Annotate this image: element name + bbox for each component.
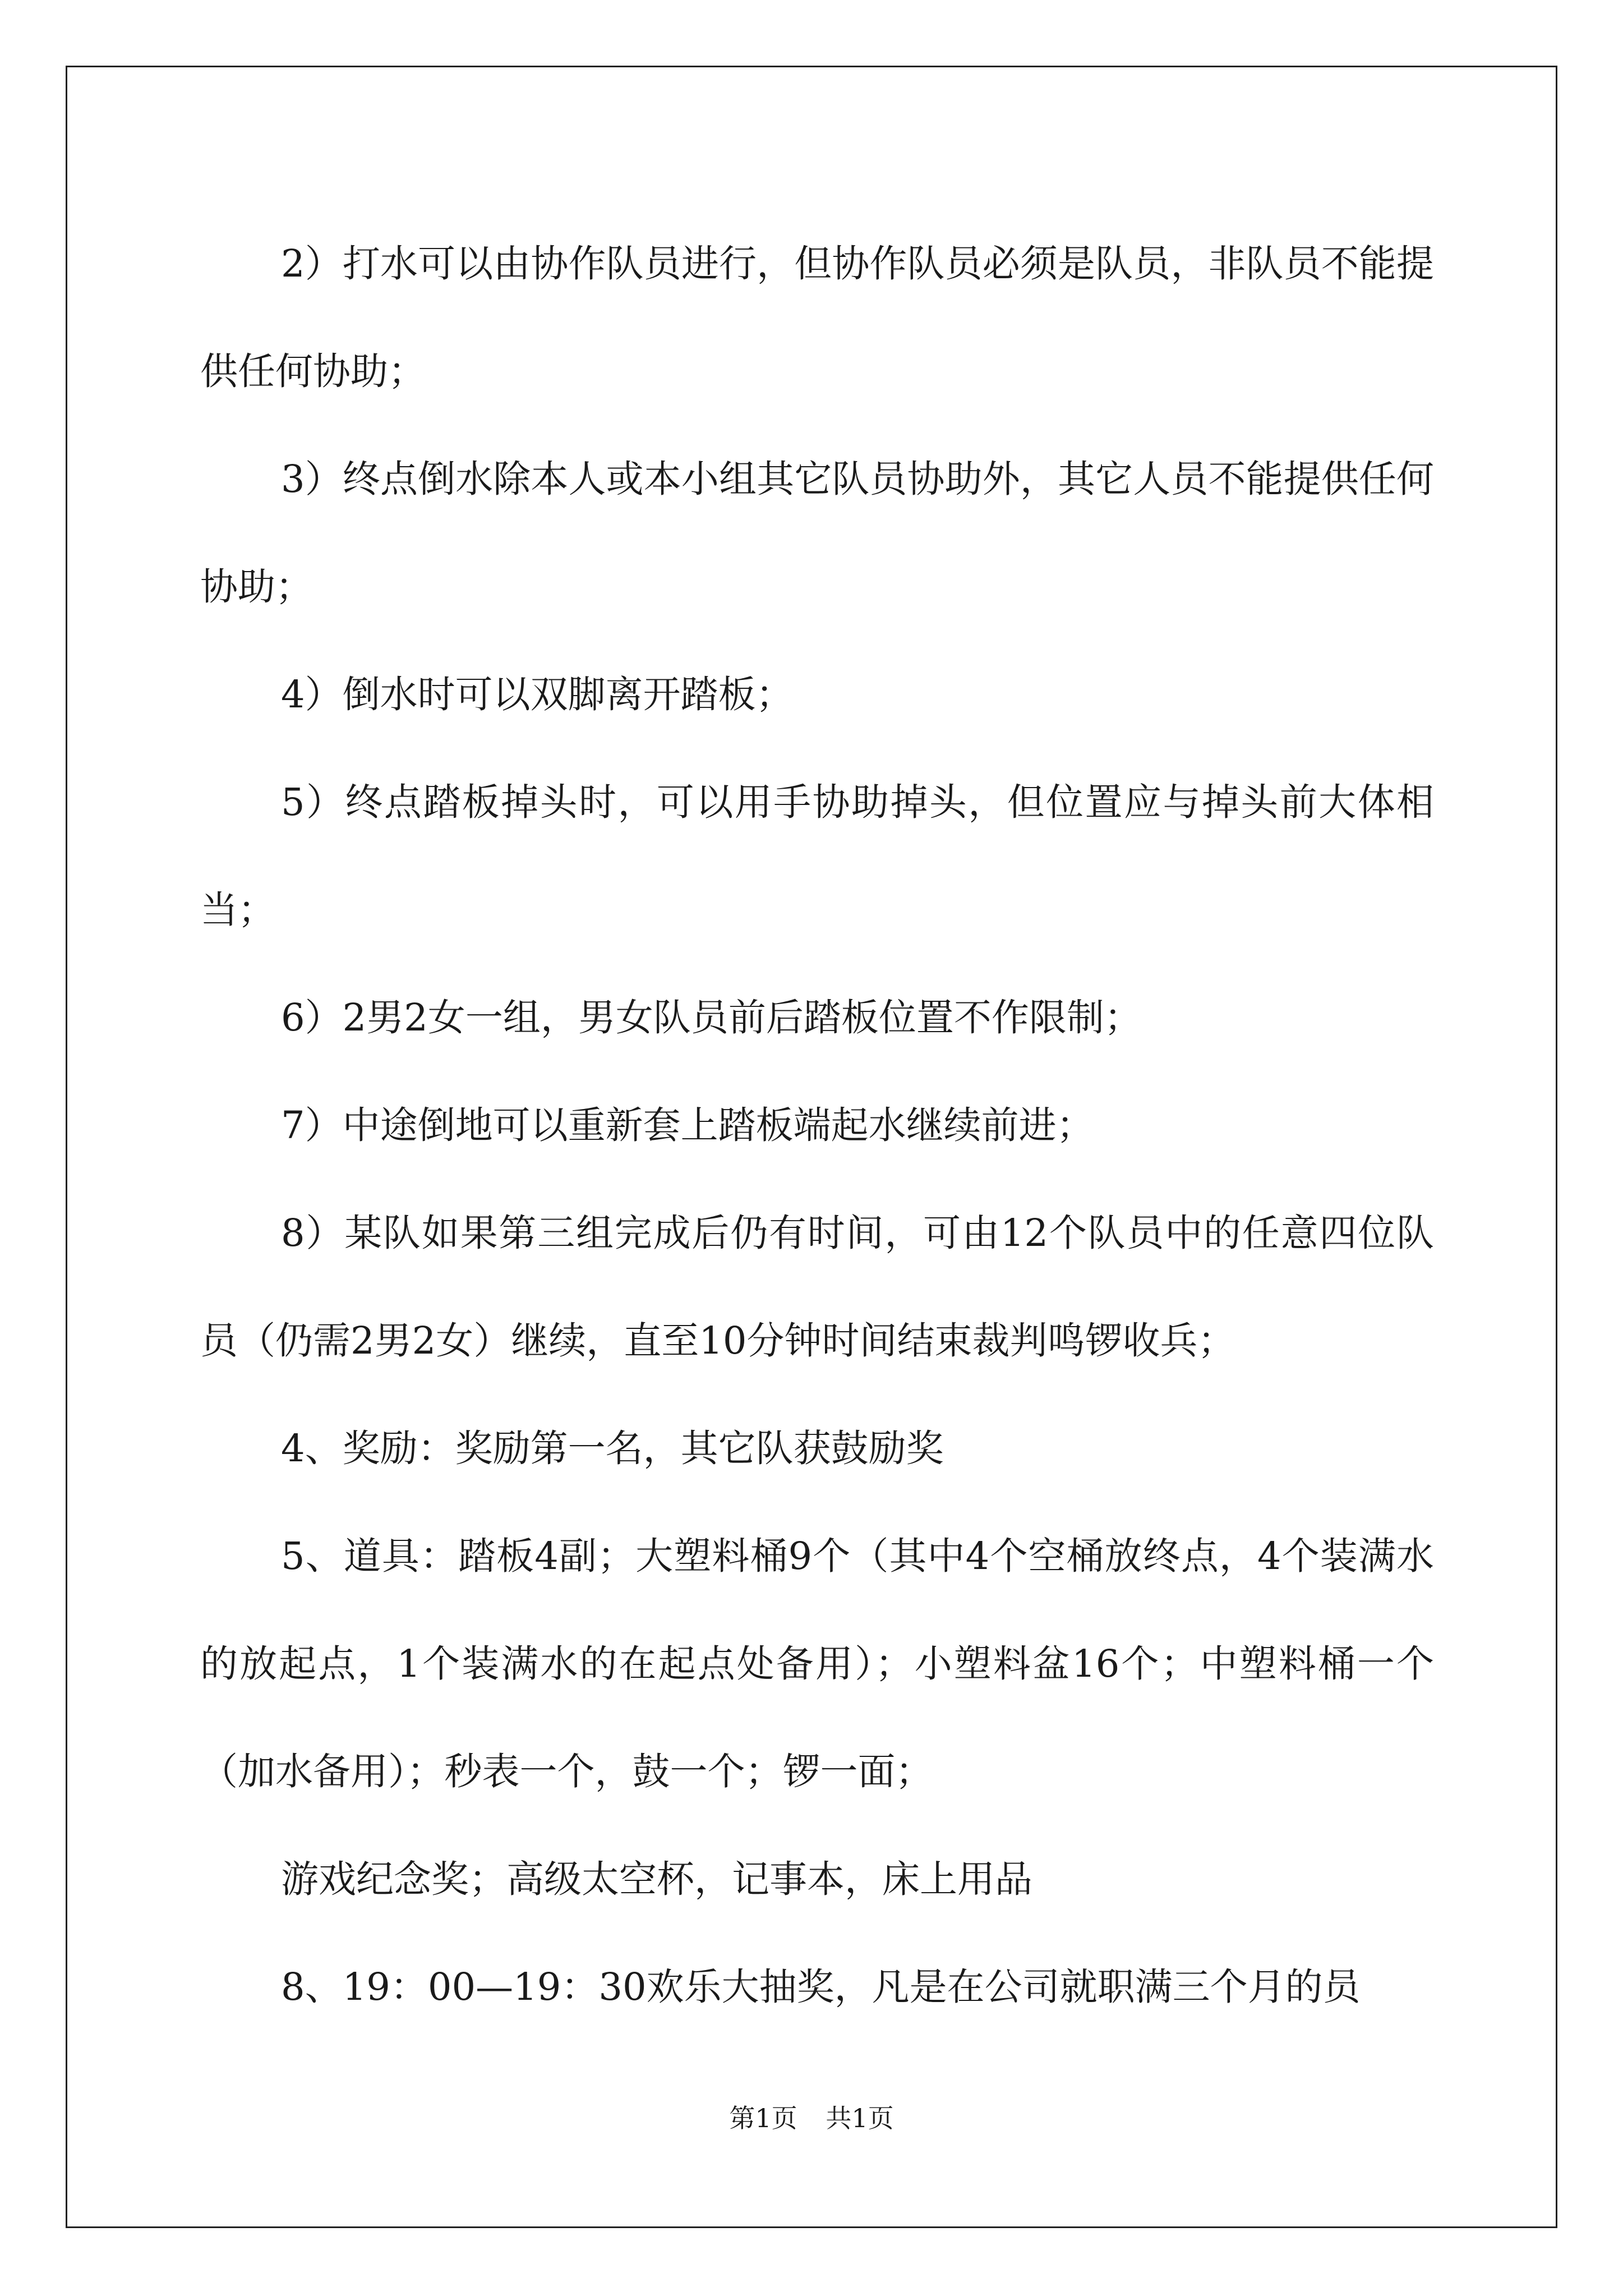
page-number-total: 共1页: [826, 2103, 894, 2133]
paragraph: 3）终点倒水除本人或本小组其它队员协助外，其它人员不能提供任何协助；: [200, 457, 1434, 609]
paragraph: 5）终点踏板掉头时，可以用手协助掉头，但位置应与掉头前大体相当；: [200, 780, 1434, 932]
document-body: [200, 210, 1434, 2041]
paragraph: 6）2男2女一组，男女队员前后踏板位置不作限制；: [281, 996, 1142, 1039]
paragraph: 5、道具：踏板4副；大塑料桶9个（其中4个空桶放终点，4个装满水的放起点，1个装满水的在起点处备用）；小塑料盆16个；中塑料桶一个（加水备用）；秒表一个，鼓一个；锣一面；: [200, 1534, 1434, 1793]
paragraph: 4）倒水时可以双脚离开踏板；: [281, 673, 794, 716]
paragraph: 4、奖励：奖励第一名，其它队获鼓励奖: [281, 1427, 944, 1470]
paragraph: 7）中途倒地可以重新套上踏板端起水继续前进；: [281, 1103, 1094, 1147]
page-number-current: 第1页: [729, 2103, 797, 2133]
page-footer: [0, 2101, 1623, 2135]
paragraph: 8、19：00—19：30欢乐大抽奖，凡是在公司就职满三个月的员: [281, 1965, 1361, 2009]
paragraph: 2）打水可以由协作队员进行，但协作队员必须是队员，非队员不能提供任何协助；: [200, 242, 1434, 393]
paragraph: 8）某队如果第三组完成后仍有时间，可由12个队员中的任意四位队员（仍需2男2女）继续，直至10分钟时间结束裁判鸣锣收兵；: [200, 1211, 1434, 1363]
paragraph: 游戏纪念奖；高级太空杯，记事本，床上用品: [281, 1857, 1032, 1901]
